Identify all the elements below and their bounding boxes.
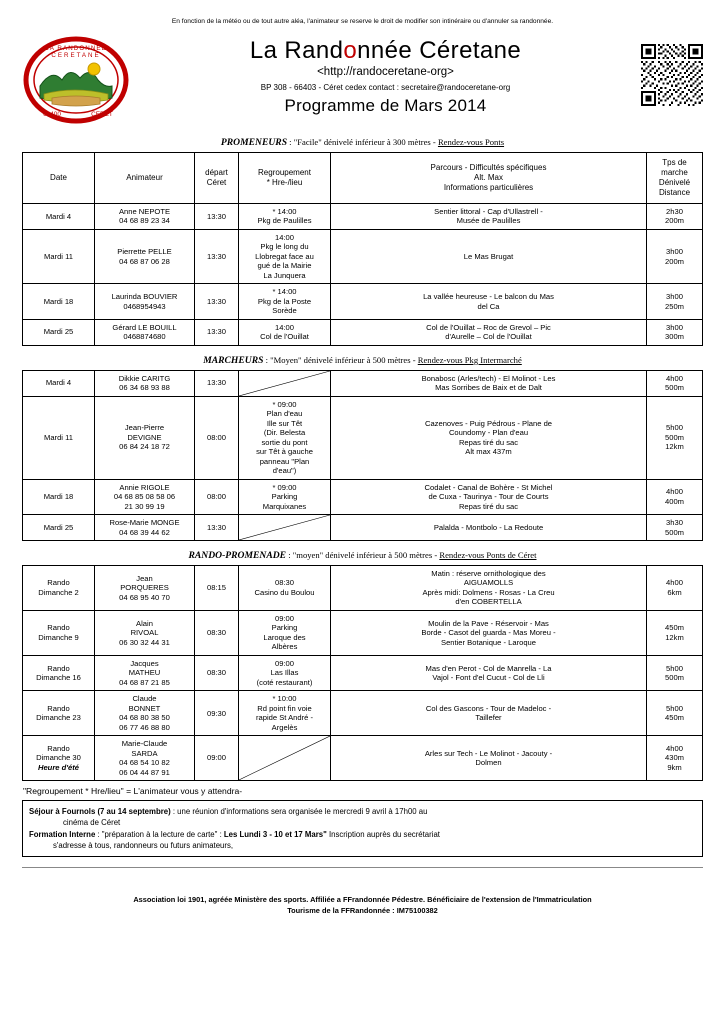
section-heading-marcheurs: MARCHEURS : "Moyen" dénivelé inférieur à 500 mètres - Rendez-vous Pkg Intermarché [203,354,522,366]
cell-parcours: Cazenoves - Puig Pédrous - Plane de Coundomy - Plan d'eau Repas tiré du sac Alt max 437m [331,396,647,479]
cell-depart: 13:30 [195,319,239,345]
col-regroupement: Regroupement * Hre-/lieu [239,152,331,203]
cell-date: Rando Dimanche 2 [23,565,95,610]
cell-animateur: Marie-Claude SARDA 04 68 54 10 82 06 04 44 87 91 [95,736,195,781]
qr-code [641,44,703,106]
cell-regroupement-empty [239,515,331,541]
cell-depart: 13:30 [195,229,239,283]
weather-disclaimer: En fonction de la météo ou de tout autre aléa, l'animateur se reserve le droit de modifier son intinéraire ou d'annuler sa randonnée. [171,18,554,25]
table-body-marcheurs [23,370,703,540]
footer-line-1: Association loi 1901, agréée Ministère des sports. Affiliée a FFrandonnée Pédestre. Bénéficiaire de l'extension de l'Immatriculation [133,895,592,905]
col-animateur: Animateur [95,152,195,203]
table-row [23,515,703,541]
cell-date: Rando Dimanche 16 [23,655,95,690]
cell-regroupement: * 09:00 Parking Marquixanes [239,479,331,514]
cell-regroupement: 09:00 Parking Laroque des Albères [239,610,331,655]
table-row [23,691,703,736]
cell-regroupement: 14:00 Pkg le long du Llobregat face au gué de la Mairie La Junquera [239,229,331,283]
cell-depart: 13:30 [195,203,239,229]
table-row [23,203,703,229]
cell-parcours: Palalda - Montbolo - La Redoute [331,515,647,541]
cell-depart: 08:30 [195,610,239,655]
cell-temps: 3h00 250m [647,284,703,319]
cell-regroupement: 09:00 Las Illas (coté restaurant) [239,655,331,690]
announcements-box [22,800,703,857]
cell-parcours: Col des Gascons - Tour de Madeloc - Taillefer [331,691,647,736]
cell-depart: 09:30 [195,691,239,736]
table-row [23,736,703,781]
cell-regroupement: * 10:00 Rd point fin voie rapide St André - Argelès [239,691,331,736]
col-parcours: Parcours - Difficultés spécifiques Alt. Max Informations particulières [331,152,647,203]
cell-regroupement: * 14:00 Pkg de Paulilles [239,203,331,229]
programme-title: Programme de Mars 2014 [284,96,487,116]
table-rando-promenade [22,565,703,781]
cell-parcours: Mas d'en Perot - Col de Manrella - La Vajol - Font d'el Cucut - Col de Lli [331,655,647,690]
cell-regroupement: * 14:00 Pkg de la Poste Sorède [239,284,331,319]
cell-regroupement-empty [239,736,331,781]
announcement-formation: Formation Interne : "préparation à la lecture de carte" : Les Lundi 3 - 10 et 17 Mars" Inscription auprès du secrétariat [29,829,440,839]
cell-date: Mardi 18 [23,284,95,319]
cell-regroupement-empty [239,370,331,396]
cell-parcours: Arles sur Tech - Le Molinot - Jacouty - Dolmen [331,736,647,781]
table-body-promeneurs [23,203,703,345]
cell-temps: 4h00 6km [647,565,703,610]
table-row [23,229,703,283]
cell-animateur: Jean-Pierre DEVIGNE 06 84 24 18 72 [95,396,195,479]
table-header-row [23,152,703,203]
header-titles [130,36,641,116]
cell-temps: 3h00 300m [647,319,703,345]
cell-temps: 450m 12km [647,610,703,655]
cell-temps: 3h30 500m [647,515,703,541]
col-date: Date [23,152,95,203]
cell-parcours: Le Mas Brugat [331,229,647,283]
cell-depart: 08:30 [195,655,239,690]
table-promeneurs [22,152,703,346]
table-body-rando-promenade [23,565,703,780]
cell-date: Mardi 18 [23,479,95,514]
cell-depart: 08:15 [195,565,239,610]
cell-temps: 4h00 500m [647,370,703,396]
cell-animateur: Claude BONNET 04 68 80 38 50 06 77 46 88 80 [95,691,195,736]
table-row [23,610,703,655]
page-title: La Randonnée Céretane [249,36,522,64]
announcement-sejour: Séjour à Fournols (7 au 14 septembre) : une réunion d'informations sera organisée le mercredi 9 avril à 17h00 au [29,807,428,817]
table-row [23,479,703,514]
cell-date: Mardi 25 [23,319,95,345]
cell-parcours: Codalet - Canal de Bohère - St Michel de Cuxa - Taurinya - Tour de Courts Repas tiré du sac [331,479,647,514]
regroupement-legend: "Regroupement * Hre/lieu" = L'animateur vous y attendra- [23,786,243,797]
cell-animateur: Pierrette PELLE 04 68 87 06 28 [95,229,195,283]
cell-depart: 13:30 [195,370,239,396]
section-heading-rando-promenade: RANDO-PROMENADE : "moyen" dénivelé inférieur à 500 mètres - Rendez-vous Ponts de Céret [188,549,537,561]
cell-animateur: Rose-Marie MONGE 04 68 39 44 62 [95,515,195,541]
cell-parcours: Matin : réserve ornithologique des AIGUAMOLLS Après midi: Dolmens - Rosas - La Creu d'en COBERTELLA [331,565,647,610]
cell-animateur: Jacques MATHEU 04 68 87 21 85 [95,655,195,690]
cell-date: Mardi 4 [23,370,95,396]
cell-animateur: Alain RIVOAL 06 30 32 44 31 [95,610,195,655]
cell-animateur: Dikkie CARITG 06 34 68 93 88 [95,370,195,396]
svg-text:66400: 66400 [43,110,61,118]
table-row [23,319,703,345]
cell-temps: 4h00 430m 9km [647,736,703,781]
cell-animateur: Laurinda BOUVIER 0468954943 [95,284,195,319]
svg-text:CERET: CERET [91,110,113,118]
svg-text:LA RANDONNEE: LA RANDONNEE [45,44,107,52]
cell-parcours: Col de l'Ouillat – Roc de Grevol – Pic d'Aurelle – Col de l'Ouillat [331,319,647,345]
announcement-formation-line2: s'adresse à tous, randonneurs ou futurs animateurs, [53,841,234,851]
cell-depart: 09:00 [195,736,239,781]
cell-parcours: Bonabosc (Arles/tech) - El Molinot - Les Mas Sorribes de Baix et de Dalt [331,370,647,396]
table-row [23,565,703,610]
svg-text:CERETANE: CERETANE [51,51,101,59]
footer-divider [22,867,703,868]
cell-date: Rando Dimanche 23 [23,691,95,736]
table-row [23,370,703,396]
cell-animateur: Jean PORQUERES 04 68 95 40 70 [95,565,195,610]
document-header [22,36,703,128]
website-url: <http://randoceretane-org> [317,66,454,79]
cell-temps: 5h00 500m [647,655,703,690]
cell-parcours: Moulin de la Pave - Réservoir - Mas Borde - Casot del guarda - Mas Moreu - Sentier Botanique - Laroque [331,610,647,655]
cell-animateur: Annie RIGOLE 04 68 85 08 58 06 21 30 99 19 [95,479,195,514]
contact-line: BP 308 - 66403 - Céret cedex contact : secretaire@randoceretane-org [260,83,511,93]
table-marcheurs [22,370,703,541]
cell-animateur: Gérard LE BOUILL 0468874680 [95,319,195,345]
cell-depart: 08:00 [195,479,239,514]
cell-temps: 5h00 450m [647,691,703,736]
table-row [23,284,703,319]
table-row [23,396,703,479]
cell-temps: 3h00 200m [647,229,703,283]
cell-temps: 2h30 200m [647,203,703,229]
announcement-sejour-line2: cinéma de Céret [63,818,121,828]
col-temps: Tps de marche Dénivelé Distance [647,152,703,203]
footer-line-2: Tourisme de la FFRandonnée : IM75100382 [287,906,438,916]
cell-date: Mardi 11 [23,229,95,283]
cell-regroupement: 14:00 Col de l'Ouillat [239,319,331,345]
cell-animateur: Anne NEPOTE 04 68 89 23 34 [95,203,195,229]
cell-date: Rando Dimanche 30 Heure d'été [23,736,95,781]
col-depart: départ Céret [195,152,239,203]
cell-depart: 13:30 [195,515,239,541]
cell-depart: 13:30 [195,284,239,319]
cell-date: Mardi 25 [23,515,95,541]
cell-temps: 4h00 400m [647,479,703,514]
cell-date: Mardi 11 [23,396,95,479]
cell-depart: 08:00 [195,396,239,479]
cell-date: Mardi 4 [23,203,95,229]
table-row [23,655,703,690]
cell-parcours: La vallée heureuse - Le balcon du Mas del Ca [331,284,647,319]
cell-temps: 5h00 500m 12km [647,396,703,479]
cell-date: Rando Dimanche 9 [23,610,95,655]
cell-parcours: Sentier littoral - Cap d'Ullastrell - Musée de Paulilles [331,203,647,229]
cell-regroupement: * 09:00 Plan d'eau Ille sur Têt (Dir. Belesta sortie du pont sur Têt à gauche panneau "Plan d'eau") [239,396,331,479]
section-heading-promeneurs: PROMENEURS : "Facile" dénivelé inférieur à 300 mètres - Rendez-vous Ponts [220,136,505,148]
association-logo [22,36,130,124]
document-footer [22,894,703,916]
cell-regroupement: 08:30 Casino du Boulou [239,565,331,610]
